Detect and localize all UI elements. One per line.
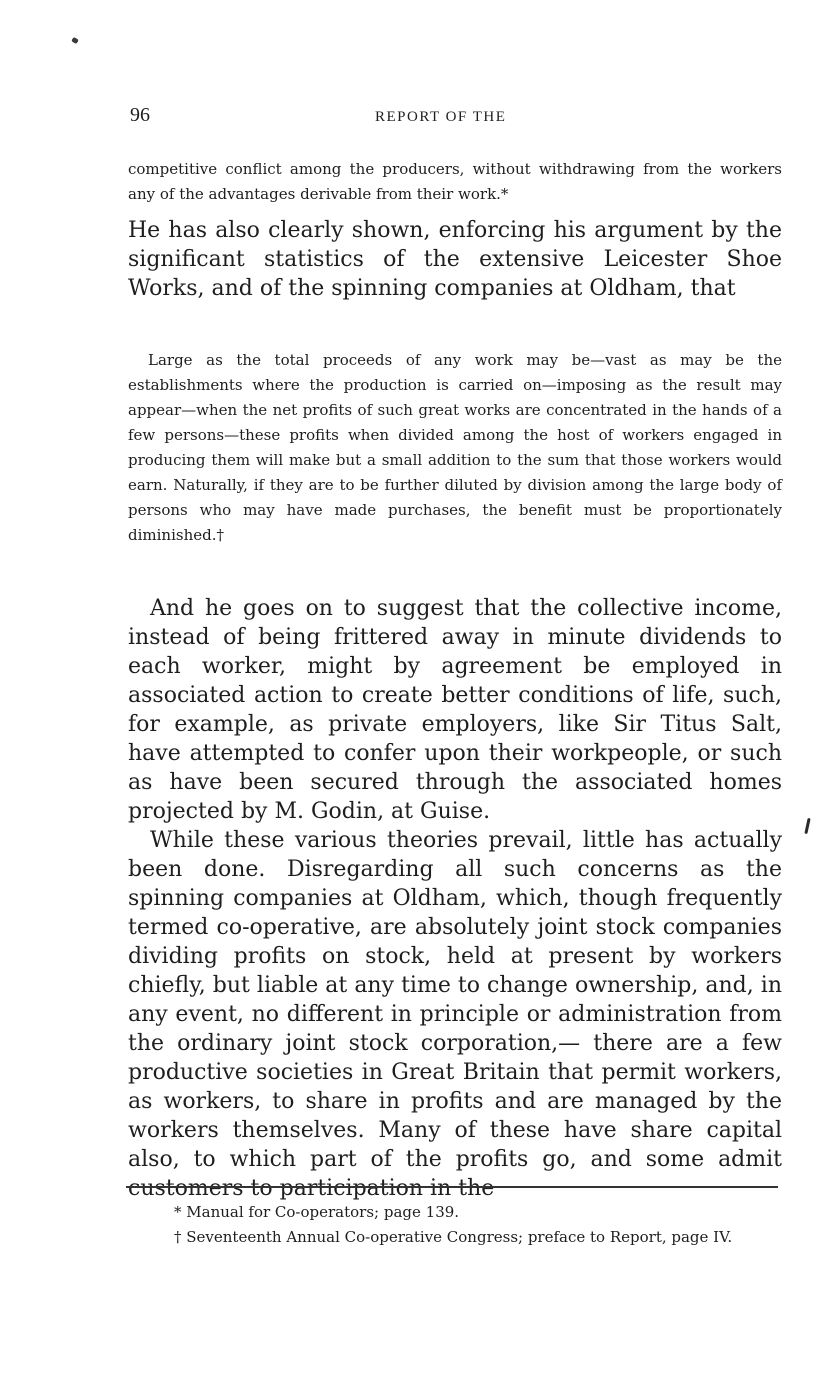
body-paragraph-theories: While these various theories prevail, little has actually been done. Disregarding all such concerns as the spinning companies at Oldham, which, though frequently termed co-operative, are absolutely joint stock companies dividing profits on stock, held at present by workers chiefly, but liable at any time to change ownership, and, in any event, no different in principle or administration from the ordinary joint stock corporation,— there are a few productive societies in Great Britain that permit workers, as workers, to share in profits and are managed by the workers themselves. Many of these have share capital also, to which part of the profits go, and some admit customers to participation in the: [128, 828, 782, 1201]
quote-continuation: competitive conflict among the producers, without withdrawing from the workers any of the advantages derivable from their work.*: [128, 160, 782, 203]
page-number: 96: [130, 104, 150, 126]
running-head: REPORT OF THE: [375, 109, 507, 125]
ink-mark: [804, 818, 810, 834]
page-header: [130, 104, 780, 134]
ink-speck: [71, 37, 79, 44]
block-quote: Large as the total proceeds of any work may be—vast as may be the establishments where the production is carried on—imposing as the result may appear—when the net profits of such great works are concentrated in the hands of a few persons—these profits when divided among the host of workers engaged in producing them will make but a small addition to the sum that those workers would earn. Naturally, if they are to be further diluted by division among the large body of persons who may have made purchases, the benefit must be proportionately diminished.†: [128, 351, 782, 544]
body-paragraph-suggestion: And he goes on to suggest that the collective income, instead of being frittered away in minute dividends to each worker, might by agreement be employed in associated action to create better conditions of life, such, for example, as private employers, like Sir Titus Salt, have attempted to confer upon their workpeople, or such as have been secured through the associated homes projected by M. Godin, at Guise.: [128, 596, 782, 824]
footnote-divider: [126, 1186, 778, 1188]
body-paragraph-intro: He has also clearly shown, enforcing his argument by the significant statistics of the extensive Leicester Shoe Works, and of the spinning companies at Oldham, that: [128, 218, 782, 301]
footnote-1: * Manual for Co-operators; page 139.: [174, 1203, 460, 1221]
footnotes: [124, 1200, 780, 1250]
footnote-2: † Seventeenth Annual Co-operative Congress; preface to Report, page IV.: [174, 1228, 733, 1246]
